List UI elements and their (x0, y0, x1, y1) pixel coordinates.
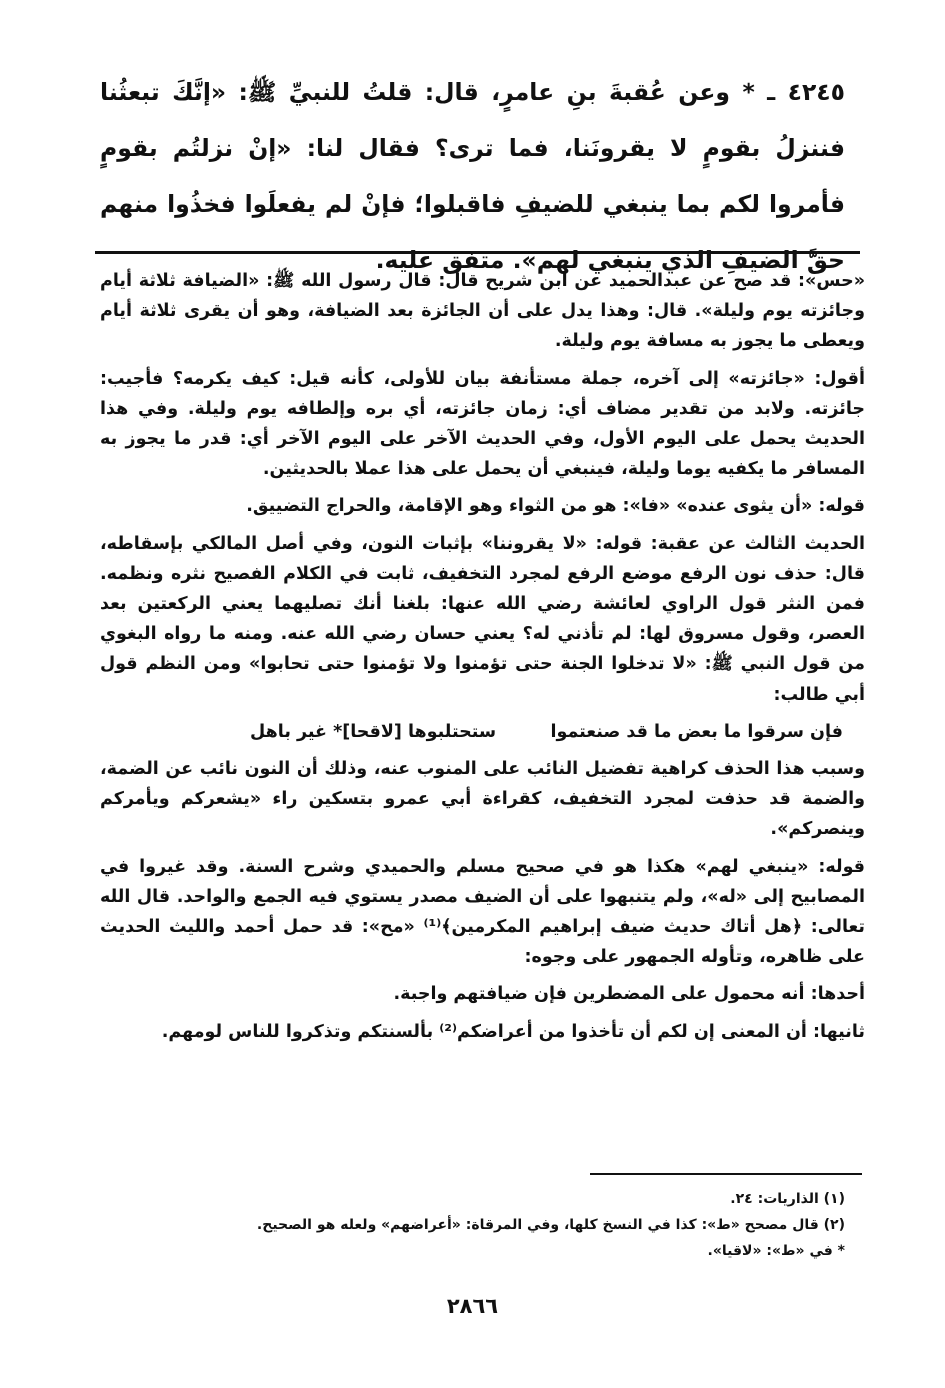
footnote-1: (١) الذاريات: ٢٤. (730, 1191, 845, 1207)
footnote-separator (590, 1173, 862, 1175)
hadith-text: ٤٢٤٥ ـ * وعن عُقبةَ بنِ عامرٍ، قال: قلتُ للنبيِّ ﷺ: «إنَّكَ تبعثُنا فننزلُ بقومٍ لا يقرونَنا، فما ترى؟ فقال لنا: «إنْ نزلتُم بقومٍ فأمروا لكم بما ينبغي للضيفِ فاقبلوا؛ فإنْ لم يفعلَوا فخذُوا منهم حقَّ الضيفِ الذي ينبغي لهم». متفق عليه. (100, 78, 845, 274)
footnote-3: * في «ط»: «لاقيا». (707, 1243, 845, 1259)
footnotes (100, 1186, 845, 1264)
commentary-paragraph-5: وسبب هذا الحذف كراهية تفضيل النائب على المنوب عنه، وذلك أن النون نائب عن الضمة، والضمة قد حذفت لمجرد التخفيف، كقراءة أبي عمرو بتسكين راء «يشعركم ويأمركم وينصركم». (100, 759, 865, 840)
commentary-paragraph-8: ثانيها: أن المعنى إن لكم أن تأخذوا من أعراضكم⁽²⁾ بألسنتكم وتذكروا للناس لومهم. (161, 1021, 865, 1042)
section-separator (95, 251, 860, 254)
footnote-2: (٢) قال مصحح «ط»: كذا في النسخ كلها، وفي المرقاة: «أعراضهم» ولعله هو الصحيح. (256, 1217, 845, 1233)
commentary-paragraph-7: أحدها: أنه محمول على المضطرين فإن ضيافتهم واجبة. (393, 984, 865, 1005)
poem-first-hemistich: فإن سرقوا ما بعض ما قد صنعتموا (550, 721, 843, 742)
commentary-paragraph-2: أقول: «جائزته» إلى آخره، جملة مستأنفة بيان للأولى، كأنه قيل: كيف يكرمه؟ فأجيب: جائزته. ولابد من تقدير مضاف أي: زمان جائزته، أي بره وإلطافه يوم وليلة. وفي هذا الحديث يحمل على اليوم الأول، وفي الحديث الآخر على اليوم الآخر أي: قدر ما يجوز به المسافر ما يكفيه يوما وليلة، فينبغي أن يحمل على هذا عملا بالحديثين. (100, 368, 865, 480)
page-number: ٢٨٦٦ (446, 1294, 499, 1318)
commentary-section (100, 266, 865, 1054)
commentary-paragraph-4: الحديث الثالث عن عقبة: قوله: «لا يقروننا» بإثبات النون، وفي أصل المالكي بإسقاطه، قال: حذف نون الرفع موضع الرفع لمجرد التخفيف، ثابت في الكلام الفصيح نثره ونظمه. فمن النثر قول الراوي لعائشة رضي الله عنها: بلغنا أنك تصليهما يعني الركعتين بعد العصر، وقول مسروق لها: لم تأذني له؟ يعني حسان رضي الله عنه. ومنه ما رواه البغوي من قول النبي ﷺ: «لا تدخلوا الجنة حتى تؤمنوا ولا تؤمنوا حتى تحابوا» ومن النظم قول أبي طالب: (100, 533, 865, 705)
commentary-paragraph-3: قوله: «أن يثوى عنده» «فا»: هو من الثواء وهو الإقامة، والحراج التضييق. (246, 496, 865, 517)
poem-verse (100, 717, 865, 747)
commentary-paragraph-6: قوله: «ينبغي لهم» هكذا هو في صحيح مسلم والحميدي وشرح السنة. وقد غيروا في المصابيح إلى «له»، ولم يتنبهوا على أن الضيف مصدر يستوي فيه الجمع والواحد. قال الله تعالى: ﴿هل أتاك حديث ضيف إبراهيم المكرمين﴾⁽¹⁾ «مح»: قد حمل أحمد والليث الحديث على ظاهره، وتأوله الجمهور على وجوه: (100, 856, 865, 968)
commentary-paragraph-1: «حس»: قد صح عن عبدالحميد عن ابن شريح قال: قال رسول الله ﷺ: «الضيافة ثلاثة أيام وجائزته يوم وليلة». قال: وهذا يدل على أن الجائزة بعد الضيافة، وهو أن يقرى ثلاثة أيام ويعطى ما يجوز به مسافة يوم وليلة. (100, 271, 865, 352)
poem-second-hemistich: ستحتلبوها [لاقحا]* غير باهل (250, 721, 497, 742)
